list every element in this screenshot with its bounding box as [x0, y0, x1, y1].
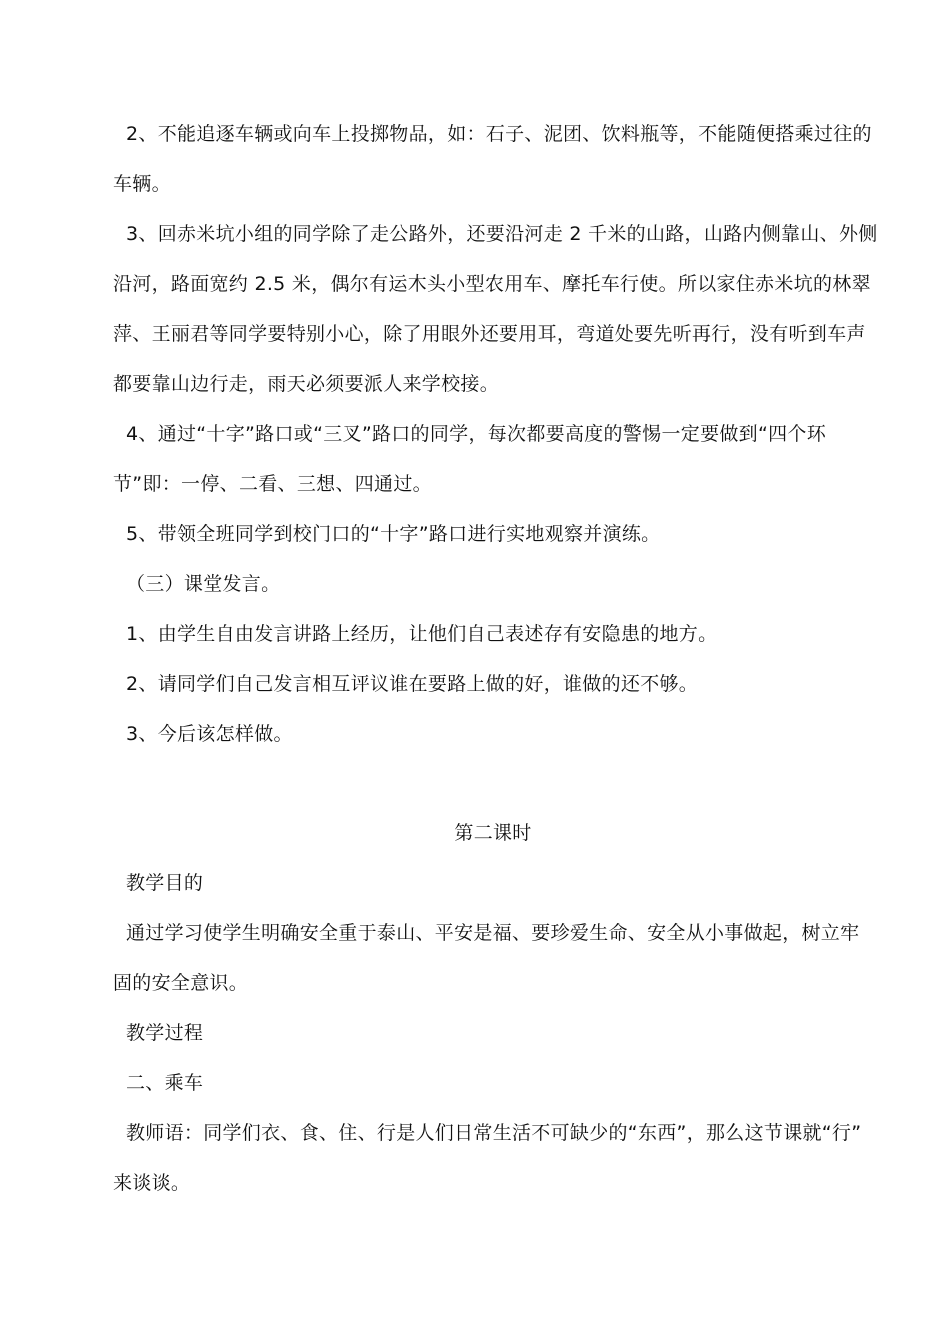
item-4-line-2: 节”即：一停、二看、三想、四通过。: [113, 473, 432, 495]
item-2-line-2: 车辆。: [113, 173, 171, 195]
item-3-line-3: 萍、王丽君等同学要特别小心，除了用眼外还要用耳，弯道处要先听再行，没有听到车声: [113, 323, 866, 345]
item-3-line-1: 3、回赤米坑小组的同学除了走公路外，还要沿河走 2 千米的山路，山路内侧靠山、外侧: [126, 223, 878, 245]
speech-item-1: 1、由学生自由发言讲路上经历，让他们自己表述存有安隐患的地方。: [126, 623, 718, 645]
teacher-line-1: 教师语：同学们衣、食、住、行是人们日常生活不可缺少的“东西”，那么这节课就“行”: [126, 1122, 862, 1144]
goal-line-2: 固的安全意识。: [113, 972, 249, 994]
speech-item-2: 2、请同学们自己发言相互评议谁在要路上做的好，谁做的还不够。: [126, 673, 699, 695]
item-3-line-4: 都要靠山边行走，雨天必须要派人来学校接。: [113, 373, 500, 395]
teacher-line-2: 来谈谈。: [113, 1172, 191, 1194]
section-3-heading: （三）课堂发言。: [126, 573, 281, 595]
item-2-line-1: 2、不能追逐车辆或向车上投掷物品，如：石子、泥团、饮料瓶等，不能随便搭乘过往的: [126, 123, 872, 145]
process-heading: 教学过程: [126, 1022, 204, 1044]
item-5: 5、带领全班同学到校门口的“十字”路口进行实地观察并演练。: [126, 523, 661, 545]
item-4-line-1: 4、通过“十字”路口或“三叉”路口的同学，每次都要高度的警惕一定要做到“四个环: [126, 423, 827, 445]
part-heading: 二、乘车: [126, 1072, 204, 1094]
speech-item-3: 3、今后该怎样做。: [126, 723, 293, 745]
lesson-2-title: 第二课时: [454, 822, 532, 844]
item-3-line-2: 沿河，路面宽约 2.5 米，偶尔有运木头小型农用车、摩托车行使。所以家住赤米坑的林翠: [113, 273, 871, 295]
goal-heading: 教学目的: [126, 872, 204, 894]
goal-line-1: 通过学习使学生明确安全重于泰山、平安是福、要珍爱生命、安全从小事做起，树立牢: [126, 922, 860, 944]
